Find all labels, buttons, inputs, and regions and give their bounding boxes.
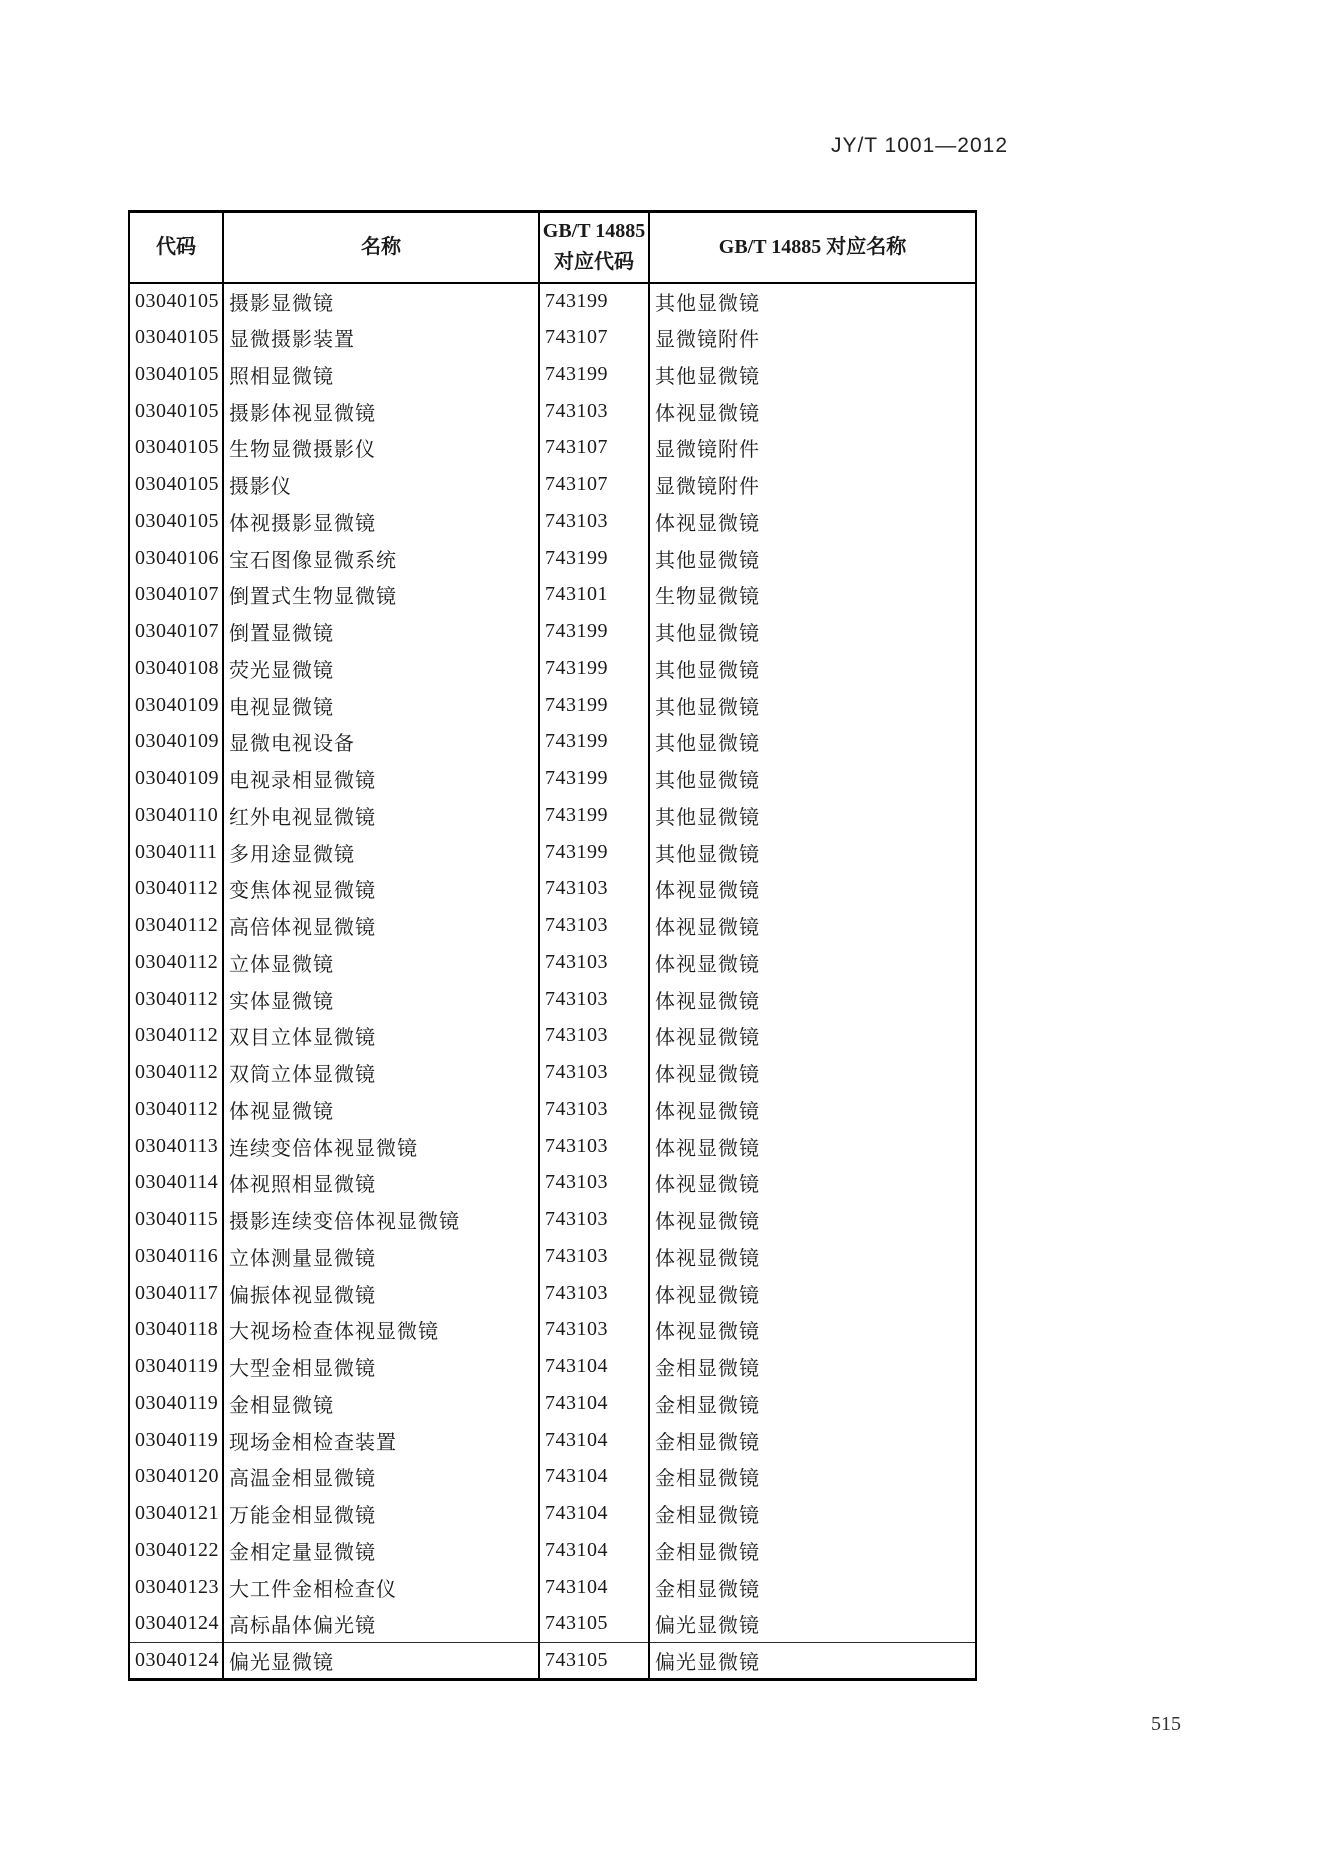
cell-code: 03040105 [129, 503, 223, 540]
table-row [129, 1422, 976, 1459]
table-row [129, 1348, 976, 1385]
cell-code: 03040120 [129, 1459, 223, 1496]
table-row [129, 724, 976, 761]
cell-code: 03040112 [129, 1054, 223, 1091]
cell-gbt-name: 其他显微镜 [649, 613, 976, 650]
table-row [129, 907, 976, 944]
cell-gbt-name: 金相显微镜 [649, 1422, 976, 1459]
table-row [129, 1642, 976, 1679]
table-header [129, 212, 976, 283]
cell-code: 03040110 [129, 797, 223, 834]
table-row [129, 356, 976, 393]
cell-gbt-name: 金相显微镜 [649, 1532, 976, 1569]
cell-gbt-name: 体视显微镜 [649, 1201, 976, 1238]
cell-gbt-name: 其他显微镜 [649, 540, 976, 577]
cell-name: 金相定量显微镜 [223, 1532, 539, 1569]
cell-gbt-name: 其他显微镜 [649, 760, 976, 797]
cell-name: 荧光显微镜 [223, 650, 539, 687]
cell-name: 实体显微镜 [223, 981, 539, 1018]
cell-code: 03040119 [129, 1385, 223, 1422]
cell-code: 03040105 [129, 356, 223, 393]
doc-number: JY/T 1001—2012 [830, 134, 1008, 157]
cell-code: 03040121 [129, 1495, 223, 1532]
cell-code: 03040106 [129, 540, 223, 577]
cell-gbt-code: 743105 [539, 1642, 649, 1679]
table-row [129, 1238, 976, 1275]
cell-gbt-code: 743101 [539, 577, 649, 614]
table-row [129, 981, 976, 1018]
cell-gbt-code: 743199 [539, 724, 649, 761]
cell-gbt-code: 743103 [539, 503, 649, 540]
cell-name: 偏振体视显微镜 [223, 1275, 539, 1312]
cell-name: 体视显微镜 [223, 1091, 539, 1128]
table-row [129, 577, 976, 614]
cell-name: 摄影显微镜 [223, 283, 539, 320]
cell-name: 照相显微镜 [223, 356, 539, 393]
cell-gbt-name: 金相显微镜 [649, 1348, 976, 1385]
table-row [129, 1606, 976, 1643]
cell-gbt-name: 生物显微镜 [649, 577, 976, 614]
cell-gbt-code: 743103 [539, 1054, 649, 1091]
cell-gbt-code: 743199 [539, 650, 649, 687]
cell-gbt-code: 743104 [539, 1532, 649, 1569]
table-row [129, 760, 976, 797]
table-row [129, 834, 976, 871]
table-row [129, 1091, 976, 1128]
cell-gbt-code: 743103 [539, 1018, 649, 1055]
cell-name: 倒置式生物显微镜 [223, 577, 539, 614]
cell-gbt-name: 体视显微镜 [649, 1054, 976, 1091]
header-cell-name: 名称 [223, 212, 539, 283]
header-gbt-code-line2: 对应代码 [554, 251, 634, 274]
cell-name: 摄影体视显微镜 [223, 393, 539, 430]
cell-gbt-name: 其他显微镜 [649, 356, 976, 393]
cell-name: 金相显微镜 [223, 1385, 539, 1422]
cell-gbt-code: 743103 [539, 871, 649, 908]
table-row [129, 1532, 976, 1569]
cell-gbt-code: 743104 [539, 1569, 649, 1606]
table-row [129, 1201, 976, 1238]
cell-gbt-name: 体视显微镜 [649, 1312, 976, 1349]
cell-code: 03040122 [129, 1532, 223, 1569]
cell-gbt-code: 743107 [539, 430, 649, 467]
table-body [129, 283, 976, 1680]
cell-gbt-code: 743199 [539, 613, 649, 650]
table-row [129, 283, 976, 320]
cell-code: 03040108 [129, 650, 223, 687]
cell-name: 摄影仪 [223, 466, 539, 503]
cell-gbt-name: 其他显微镜 [649, 834, 976, 871]
cell-code: 03040119 [129, 1422, 223, 1459]
cell-gbt-name: 其他显微镜 [649, 724, 976, 761]
cell-name: 万能金相显微镜 [223, 1495, 539, 1532]
cell-gbt-name: 体视显微镜 [649, 503, 976, 540]
cell-name: 高标晶体偏光镜 [223, 1606, 539, 1643]
cell-name: 高温金相显微镜 [223, 1459, 539, 1496]
cell-code: 03040111 [129, 834, 223, 871]
header-row [129, 212, 976, 283]
cell-code: 03040107 [129, 613, 223, 650]
cell-code: 03040113 [129, 1128, 223, 1165]
cell-code: 03040118 [129, 1312, 223, 1349]
table-row [129, 503, 976, 540]
cell-gbt-name: 偏光显微镜 [649, 1606, 976, 1643]
table-row [129, 1275, 976, 1312]
cell-gbt-name: 体视显微镜 [649, 393, 976, 430]
cell-name: 红外电视显微镜 [223, 797, 539, 834]
cell-name: 电视显微镜 [223, 687, 539, 724]
cell-gbt-code: 743103 [539, 1201, 649, 1238]
header-cell-gbt-code [539, 212, 649, 283]
cell-name: 电视录相显微镜 [223, 760, 539, 797]
cell-name: 高倍体视显微镜 [223, 907, 539, 944]
table-row [129, 1054, 976, 1091]
table-row [129, 1165, 976, 1202]
cell-name: 显微摄影装置 [223, 319, 539, 356]
cell-code: 03040116 [129, 1238, 223, 1275]
cell-code: 03040124 [129, 1642, 223, 1679]
cell-gbt-code: 743199 [539, 834, 649, 871]
cell-name: 立体测量显微镜 [223, 1238, 539, 1275]
cell-name: 摄影连续变倍体视显微镜 [223, 1201, 539, 1238]
cell-code: 03040114 [129, 1165, 223, 1202]
table-row [129, 1495, 976, 1532]
header-cell-gbt-name: GB/T 14885 对应名称 [649, 212, 976, 283]
cell-gbt-code: 743105 [539, 1606, 649, 1643]
cell-gbt-code: 743199 [539, 797, 649, 834]
cell-code: 03040105 [129, 319, 223, 356]
cell-code: 03040107 [129, 577, 223, 614]
cell-name: 偏光显微镜 [223, 1642, 539, 1679]
cell-gbt-name: 体视显微镜 [649, 1275, 976, 1312]
cell-gbt-code: 743107 [539, 319, 649, 356]
cell-name: 显微电视设备 [223, 724, 539, 761]
table-row [129, 687, 976, 724]
cell-gbt-name: 金相显微镜 [649, 1459, 976, 1496]
cell-gbt-code: 743199 [539, 283, 649, 320]
cell-gbt-name: 体视显微镜 [649, 1238, 976, 1275]
code-mapping-table [128, 210, 977, 1681]
cell-gbt-code: 743104 [539, 1495, 649, 1532]
table-row [129, 650, 976, 687]
cell-gbt-code: 743103 [539, 1091, 649, 1128]
cell-name: 立体显微镜 [223, 944, 539, 981]
table-row [129, 466, 976, 503]
cell-gbt-name: 体视显微镜 [649, 1018, 976, 1055]
cell-gbt-code: 743103 [539, 981, 649, 1018]
cell-gbt-name: 金相显微镜 [649, 1569, 976, 1606]
cell-code: 03040112 [129, 1018, 223, 1055]
cell-gbt-name: 体视显微镜 [649, 907, 976, 944]
cell-gbt-name: 其他显微镜 [649, 283, 976, 320]
table-row [129, 1385, 976, 1422]
table-row [129, 1459, 976, 1496]
cell-code: 03040112 [129, 871, 223, 908]
cell-gbt-name: 其他显微镜 [649, 687, 976, 724]
cell-code: 03040112 [129, 907, 223, 944]
table-row [129, 1312, 976, 1349]
cell-name: 体视摄影显微镜 [223, 503, 539, 540]
cell-gbt-name: 其他显微镜 [649, 650, 976, 687]
cell-gbt-code: 743103 [539, 1128, 649, 1165]
cell-code: 03040105 [129, 393, 223, 430]
cell-name: 体视照相显微镜 [223, 1165, 539, 1202]
cell-gbt-code: 743103 [539, 944, 649, 981]
cell-gbt-code: 743103 [539, 393, 649, 430]
table-row [129, 1018, 976, 1055]
cell-gbt-code: 743104 [539, 1422, 649, 1459]
cell-gbt-name: 金相显微镜 [649, 1495, 976, 1532]
header-gbt-code-line1: GB/T 14885 [542, 220, 646, 243]
table-row [129, 944, 976, 981]
cell-gbt-name: 显微镜附件 [649, 430, 976, 467]
cell-name: 变焦体视显微镜 [223, 871, 539, 908]
cell-code: 03040109 [129, 760, 223, 797]
cell-code: 03040115 [129, 1201, 223, 1238]
cell-code: 03040117 [129, 1275, 223, 1312]
cell-gbt-name: 显微镜附件 [649, 466, 976, 503]
cell-gbt-code: 743103 [539, 907, 649, 944]
cell-code: 03040112 [129, 981, 223, 1018]
cell-name: 双目立体显微镜 [223, 1018, 539, 1055]
table-row [129, 393, 976, 430]
cell-gbt-code: 743103 [539, 1165, 649, 1202]
cell-code: 03040105 [129, 283, 223, 320]
cell-code: 03040112 [129, 1091, 223, 1128]
cell-code: 03040105 [129, 466, 223, 503]
cell-name: 双筒立体显微镜 [223, 1054, 539, 1091]
cell-name: 大视场检查体视显微镜 [223, 1312, 539, 1349]
cell-name: 现场金相检查装置 [223, 1422, 539, 1459]
cell-gbt-code: 743103 [539, 1275, 649, 1312]
cell-gbt-name: 金相显微镜 [649, 1385, 976, 1422]
page-number: 515 [1151, 1713, 1181, 1735]
cell-gbt-name: 偏光显微镜 [649, 1642, 976, 1679]
table-row [129, 871, 976, 908]
table-row [129, 319, 976, 356]
table-row [129, 1128, 976, 1165]
cell-code: 03040119 [129, 1348, 223, 1385]
cell-name: 大工件金相检查仪 [223, 1569, 539, 1606]
cell-gbt-code: 743103 [539, 1312, 649, 1349]
cell-code: 03040105 [129, 430, 223, 467]
cell-gbt-code: 743199 [539, 540, 649, 577]
cell-code: 03040123 [129, 1569, 223, 1606]
cell-name: 大型金相显微镜 [223, 1348, 539, 1385]
cell-gbt-code: 743103 [539, 1238, 649, 1275]
table-row [129, 797, 976, 834]
cell-gbt-name: 体视显微镜 [649, 871, 976, 908]
cell-gbt-name: 体视显微镜 [649, 944, 976, 981]
cell-code: 03040124 [129, 1606, 223, 1643]
header-cell-code: 代码 [129, 212, 223, 283]
cell-code: 03040109 [129, 687, 223, 724]
table-row [129, 430, 976, 467]
table-row [129, 613, 976, 650]
cell-gbt-name: 体视显微镜 [649, 1165, 976, 1202]
cell-code: 03040109 [129, 724, 223, 761]
cell-code: 03040112 [129, 944, 223, 981]
cell-gbt-name: 体视显微镜 [649, 1128, 976, 1165]
cell-gbt-code: 743199 [539, 356, 649, 393]
cell-name: 倒置显微镜 [223, 613, 539, 650]
cell-gbt-code: 743199 [539, 760, 649, 797]
cell-gbt-name: 体视显微镜 [649, 1091, 976, 1128]
cell-gbt-name: 体视显微镜 [649, 981, 976, 1018]
cell-gbt-code: 743104 [539, 1348, 649, 1385]
cell-name: 宝石图像显微系统 [223, 540, 539, 577]
cell-name: 连续变倍体视显微镜 [223, 1128, 539, 1165]
cell-gbt-code: 743104 [539, 1459, 649, 1496]
cell-gbt-code: 743104 [539, 1385, 649, 1422]
cell-gbt-code: 743199 [539, 687, 649, 724]
cell-name: 生物显微摄影仪 [223, 430, 539, 467]
table-row [129, 540, 976, 577]
cell-gbt-name: 显微镜附件 [649, 319, 976, 356]
table-row [129, 1569, 976, 1606]
cell-gbt-code: 743107 [539, 466, 649, 503]
cell-gbt-name: 其他显微镜 [649, 797, 976, 834]
cell-name: 多用途显微镜 [223, 834, 539, 871]
